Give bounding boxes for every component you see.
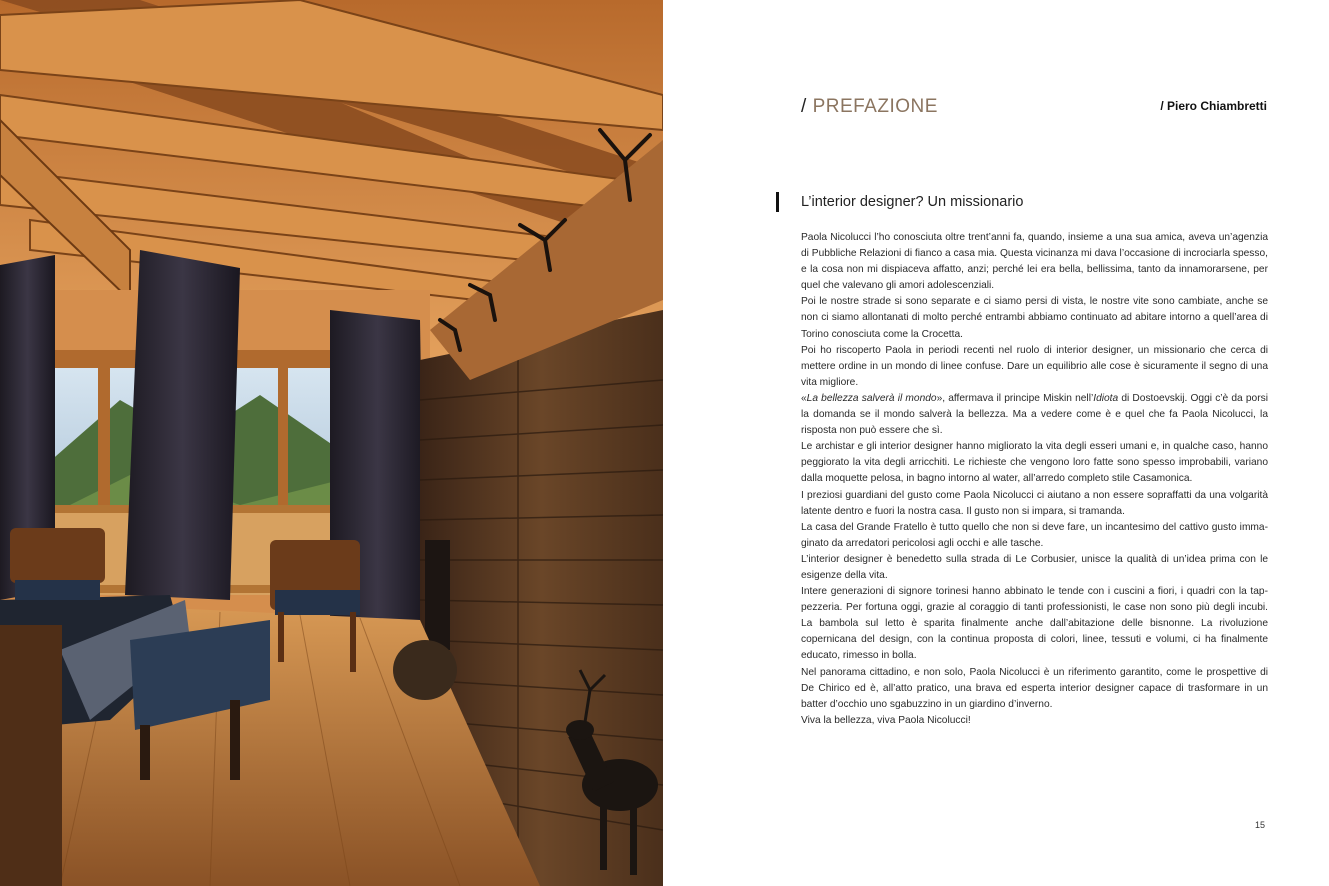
- quote-italic: La bellezza salverà il mondo: [806, 392, 937, 404]
- section-title: PREFAZIONE: [812, 96, 938, 117]
- quote-middle: », affermava il principe Miskin nell’: [936, 392, 1094, 404]
- heading-slash: /: [801, 96, 813, 117]
- paragraph: [801, 391, 1268, 439]
- quote-open: «: [801, 392, 807, 404]
- paragraph: Paola Nicolucci l’ho conosciuta oltre trent’anni fa, quando, insieme a una sua amica, aveva un’agenzia di Pubbliche Relazioni di fianco a casa mia. Questa vicinanza mi dava l’occasione di incrociarla spesso, e la cosa non mi dispiaceva affatto, anzi; perché lei era bella, bellissima, tanto da innamorarsene, per quel che valevano gli amori adolescenziali.: [801, 232, 1268, 292]
- quote-rest: di Dostoevskij. Oggi c’è da porsi la domanda se il mondo salverà la bellezza. Ma a vedere come è e quel che fa Paola Nicolucci, la risposta non può essere che sì.: [801, 392, 1268, 437]
- paragraph: Le archistar e gli interior designer hanno migliorato la vita degli esseri umani e, in qualche caso, hanno peggiorato la vita degli arricchiti. Le richieste che vengono loro fatte sono spesso improbabili, variano dalla moquette pelosa, in bagno intorno al water, all’arredo completo stile Casamonica.: [801, 441, 1268, 485]
- article-subtitle: L’interior designer? Un missionario: [801, 194, 1024, 210]
- paragraph: Poi ho riscoperto Paola in periodi recenti nel ruolo di interior designer, un missionario che cerca di mettere ordine in un mondo di linee confuse. Dare un equilibrio alle cose è sicuramente il segno di una vita migliore.: [801, 344, 1268, 388]
- text-page: [663, 0, 1329, 886]
- paragraph: Nel panorama cittadino, e non solo, Paola Nicolucci è un riferimento garantito, come le prospettive di De Chirico ed è, all’atto pratico, una brava ed esperta interior designer capace di trasformare in un batter d’occhio uno sgabuzzino in un giardino d’inverno.: [801, 666, 1268, 710]
- chalet-bedroom-photo: [0, 0, 663, 886]
- paragraph: L’interior designer è benedetto sulla strada di Le Corbusier, unisce la qualità di un’idea prima con le esigenze della vita.: [801, 553, 1268, 581]
- paragraph: Poi le nostre strade si sono separate e ci siamo persi di vista, le nostre vite sono cambiate, anche se non ci siamo allontanati di molto perché entrambi abbiamo continuato ad abitare intorno a quell’area di Torino conosciuta come la Crocetta.: [801, 296, 1268, 340]
- article-body: [801, 230, 1268, 729]
- paragraph: La casa del Grande Fratello è tutto quello che non si deve fare, un incantesimo del cattivo gusto immaginato da arredatori pericolosi agli occhi e alle tasche.: [801, 521, 1268, 549]
- section-heading: [801, 96, 938, 118]
- subtitle-marker-bar: [776, 192, 779, 212]
- author-name: / Piero Chiambretti: [1160, 99, 1267, 113]
- paragraph: Intere generazioni di signore torinesi hanno abbinato le tende con i cuscini a fiori, i quadri con la tappezzeria. Per fortuna oggi, grazie al coraggio di tanti professionisti, le case non sono più degli incubi. La bambola sul letto è sparita finalmente anche dall’abitazione delle bisnonne. La rivoluzione copernicana del design, con la continua proposta di colori, linee, tessuti e volumi, ci ha finalmente educato, rimesso in bolla.: [801, 586, 1268, 662]
- book-title-italic: Idiota: [1093, 392, 1119, 404]
- page-number: 15: [1254, 820, 1265, 830]
- paragraph: I preziosi guardiani del gusto come Paola Nicolucci ci aiutano a non essere sopraffatti da una volgarità latente dentro e fuori la nostra casa. Il gusto non si impara, si tramanda.: [801, 489, 1268, 517]
- paragraph: Viva la bellezza, viva Paola Nicolucci!: [801, 714, 971, 726]
